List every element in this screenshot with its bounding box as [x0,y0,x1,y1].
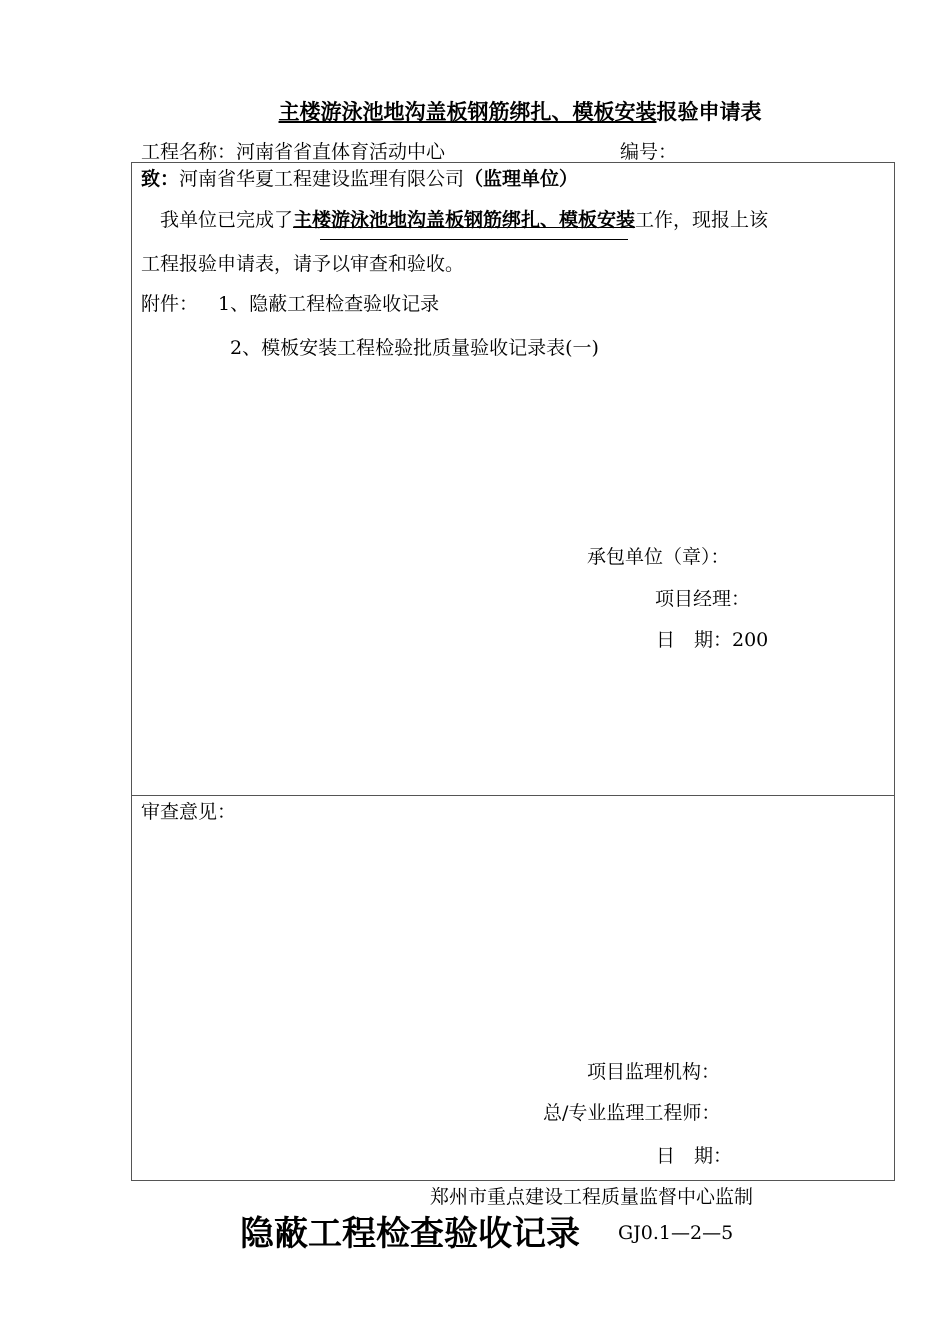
supervising-org: 郑州市重点建设工程质量监督中心监制 [430,1186,754,1208]
body-prefix: 我单位已完成了 [160,209,294,231]
next-form-title: 隐蔽工程检查验收记录 [240,1214,580,1254]
form-title [0,96,950,126]
form-code: GJ0.1—2—5 [618,1222,734,1244]
attachment-2: 2、模板安装工程检验批质量验收记录表(一) [230,337,599,359]
form-title-rest: 报验申请表 [656,100,762,124]
attachments-label: 附件： [141,293,199,315]
project-name: 河南省省直体育活动中心 [236,141,446,163]
body-line-1 [160,205,768,232]
attachment-1: 1、隐蔽工程检查验收记录 [218,293,440,315]
addressee-row [141,164,578,191]
body-work: 主楼游泳池地沟盖板钢筋绑扎 [293,209,541,231]
project-label: 工程名称： [141,141,237,163]
form-title-underlined: 主楼游泳池地沟盖板钢筋绑扎、模板安装 [278,100,657,124]
number-label: 编号： [620,141,678,163]
body-work-2: 、模板安装 [540,209,636,231]
date-label-1: 日 期：200 [656,629,769,651]
review-label: 审查意见： [141,801,237,823]
to-role: （监理单位） [464,168,579,190]
to-company: 河南省华夏工程建设监理有限公司 [179,168,465,190]
body-line-2: 工程报验申请表，请予以审查和验收。 [141,253,465,275]
date-label-2: 日 期： [656,1145,733,1167]
engineer-label: 总/专业监理工程师： [543,1102,721,1124]
fill-in-underline [320,239,628,240]
contractor-label: 承包单位（章）： [587,546,730,568]
body-suffix: 工作，现报上该 [635,209,769,231]
review-section [131,795,895,1181]
to-label: 致： [141,168,180,190]
manager-label: 项目经理： [655,588,751,610]
project-name-row [141,137,445,164]
supervision-org-label: 项目监理机构： [587,1061,721,1083]
